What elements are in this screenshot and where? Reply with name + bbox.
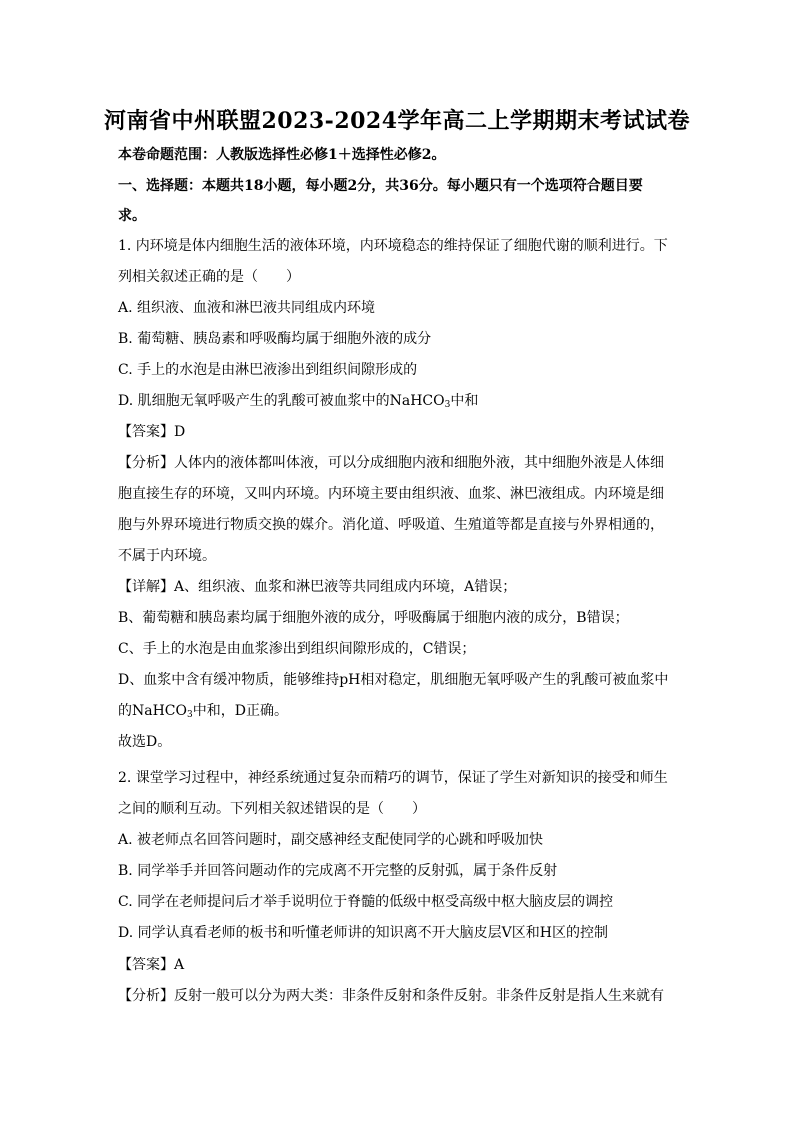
- q1-option-d-text: D. 肌细胞无氧呼吸产生的乳酸可被血浆中的NaHCO: [118, 393, 445, 409]
- q2-option-d: D. 同学认真看老师的板书和听懂老师讲的知识离不开大脑皮层V区和H区的控制: [118, 925, 608, 941]
- q1-conclusion: 故选D。: [118, 734, 172, 750]
- q1-answer: 【答案】D: [118, 424, 186, 440]
- q1-stem-line1: 1. 内环境是体内细胞生活的液体环境，内环境稳态的维持保证了细胞代谢的顺利进行。下: [118, 238, 668, 254]
- scope-note: 本卷命题范围：人教版选择性必修1＋选择性必修2。: [118, 147, 446, 163]
- q1-detail-line4: D、血浆中含有缓冲物质，能够维持pH相对稳定，肌细胞无氧呼吸产生的乳酸可被血浆中: [118, 672, 669, 688]
- q1-analysis-line1: 【分析】人体内的液体都叫体液，可以分成细胞内液和细胞外液，其中细胞外液是人体细: [118, 455, 664, 471]
- q1-detail-line1: 【详解】A、组织液、血浆和淋巴液等共同组成内环境，A错误；: [118, 579, 517, 595]
- q1-option-d-subscript: 3: [444, 400, 451, 410]
- q2-option-a: A. 被老师点名回答问题时，副交感神经支配使同学的心跳和呼吸加快: [118, 832, 544, 848]
- q2-answer: 【答案】A: [118, 957, 185, 973]
- q1-detail-line5: [118, 701, 678, 721]
- q1-analysis-line3: 胞与外界环境进行物质交换的媒介。消化道、呼吸道、生殖道等都是直接与外界相通的，: [118, 517, 664, 533]
- document-title: 河南省中州联盟2023-2024学年高二上学期期末考试试卷: [103, 108, 691, 134]
- q2-stem-line2: 之间的顺利互动。下列相关叙述错误的是（ ）: [118, 801, 426, 817]
- q1-detail-line5-text: 的NaHCO: [118, 703, 187, 719]
- q1-option-a: A. 组织液、血液和淋巴液共同组成内环境: [118, 300, 376, 316]
- q1-analysis-line2: 胞直接生存的环境，又叫内环境。内环境主要由组织液、血浆、淋巴液组成。内环境是细: [118, 486, 664, 502]
- q1-analysis-line4: 不属于内环境。: [118, 548, 216, 564]
- q2-stem-line1: 2. 课堂学习过程中，神经系统通过复杂而精巧的调节，保证了学生对新知识的接受和师生: [118, 770, 668, 786]
- q1-stem-line2: 列相关叙述正确的是（ ）: [118, 269, 300, 285]
- q1-option-d-tail: 中和: [450, 393, 479, 409]
- q1-option-c: C. 手上的水泡是由淋巴液渗出到组织间隙形成的: [118, 362, 418, 378]
- q1-detail-line5-subscript: 3: [187, 710, 193, 720]
- q2-option-c: C. 同学在老师提问后才举手说明位于脊髓的低级中枢受高级中枢大脑皮层的调控: [118, 894, 614, 910]
- q2-analysis-line1: 【分析】反射一般可以分为两大类：非条件反射和条件反射。非条件反射是指人生来就有: [118, 988, 664, 1004]
- q1-detail-line5-tail: 中和，D正确。: [192, 703, 288, 719]
- q1-option-d: [118, 391, 678, 411]
- section-heading-line2: 求。: [118, 208, 146, 224]
- q1-detail-line2: B、葡萄糖和胰岛素均属于细胞外液的成分，呼吸酶属于细胞内液的成分，B错误；: [118, 610, 629, 626]
- section-heading-line1: 一、选择题：本题共18小题，每小题2分，共36分。每小题只有一个选项符合题目要: [118, 178, 643, 194]
- q1-detail-line3: C、手上的水泡是由血浆渗出到组织间隙形成的，C错误；: [118, 641, 476, 657]
- q2-option-b: B. 同学举手并回答问题动作的完成离不开完整的反射弧，属于条件反射: [118, 863, 558, 879]
- q1-option-b: B. 葡萄糖、胰岛素和呼吸酶均属于细胞外液的成分: [118, 331, 432, 347]
